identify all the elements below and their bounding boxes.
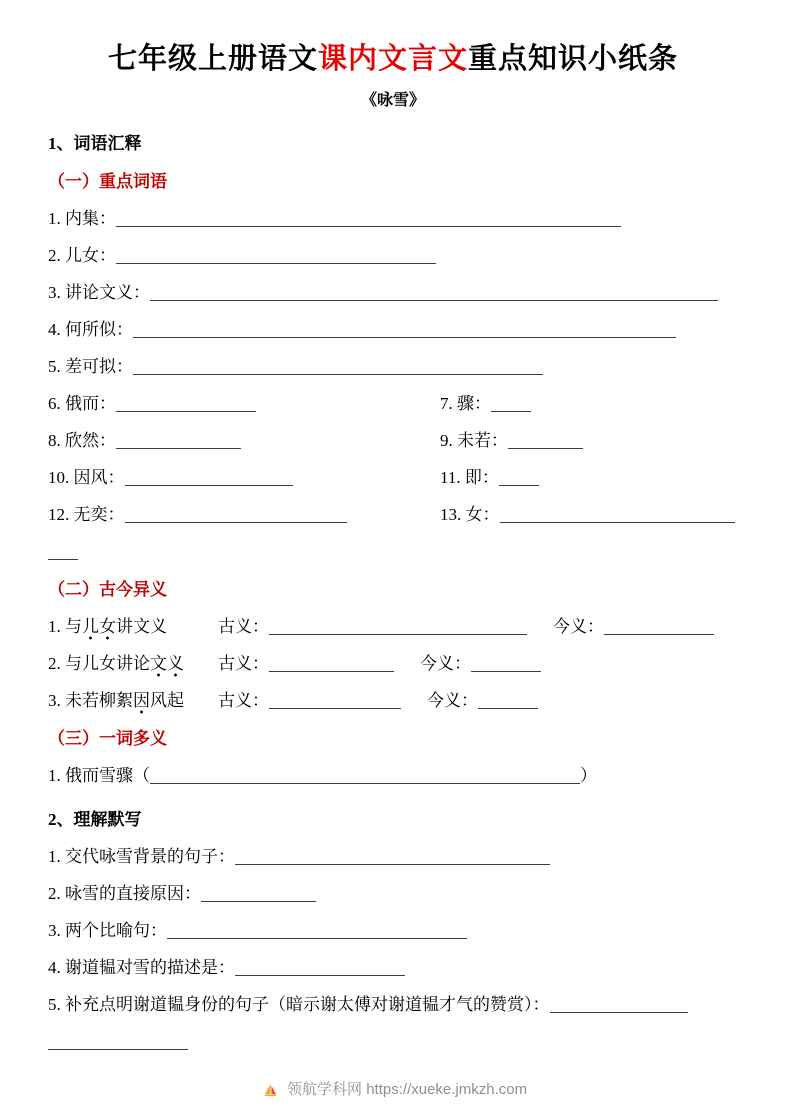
blank-line — [116, 213, 621, 227]
item-number: 3. — [48, 691, 65, 710]
blank-line — [150, 287, 718, 301]
word-item-9 — [440, 429, 738, 453]
modern-meaning-label: 今义： — [420, 654, 471, 673]
dictation-item-5 — [48, 993, 738, 1017]
blank-line — [150, 770, 580, 784]
item-label: 3. 讲论文义： — [48, 283, 150, 302]
answer-area — [218, 615, 738, 639]
word-item-pair-8-9 — [48, 429, 738, 453]
ancient-meaning-label: 古义： — [218, 654, 269, 673]
blank-line — [508, 435, 583, 449]
blank-line — [116, 398, 256, 412]
site-logo-icon — [263, 1082, 278, 1102]
polysemy-item-1 — [48, 764, 738, 788]
word-item-pair-12-13 — [48, 503, 738, 527]
dictation-item-1 — [48, 845, 738, 869]
title-suffix: 重点知识小纸条 — [468, 43, 679, 75]
blank-line — [478, 695, 538, 709]
word-item-8 — [48, 429, 440, 453]
item-label: 11. 即： — [440, 468, 499, 487]
footer — [0, 1081, 790, 1102]
item-label: 7. 骤： — [440, 394, 491, 413]
blank-line — [48, 1036, 188, 1050]
dictation-item-3 — [48, 919, 738, 943]
word-item-1 — [48, 207, 738, 231]
footer-url: https://xueke.jmkzh.com — [366, 1081, 528, 1098]
item-label: 10. 因风： — [48, 468, 125, 487]
closing-paren: ） — [580, 766, 597, 785]
blank-line — [133, 324, 676, 338]
section-keywords-heading: （一）重点词语 — [48, 172, 167, 191]
blank-line — [604, 621, 714, 635]
blank-line — [125, 472, 293, 486]
ancient-modern-item-3 — [48, 689, 738, 713]
ancient-meaning-label: 古义： — [218, 617, 269, 636]
blank-line — [201, 888, 316, 902]
blank-line — [550, 999, 688, 1013]
item-number: 1. — [48, 617, 65, 636]
item-label: 4. 何所似： — [48, 320, 133, 339]
word-item-11 — [440, 466, 738, 490]
section-ancient-modern-heading: （二）古今异义 — [48, 580, 167, 599]
phrase-label — [48, 689, 218, 713]
continuation-line-1 — [48, 540, 738, 564]
word-item-12 — [48, 503, 440, 527]
blank-line — [500, 509, 735, 523]
blank-line — [48, 546, 78, 560]
item-label: 5. 差可拟： — [48, 357, 133, 376]
word-item-7 — [440, 392, 738, 416]
word-item-10 — [48, 466, 440, 490]
word-item-pair-6-7 — [48, 392, 738, 416]
phrase-label — [48, 615, 218, 639]
section-dictation-heading: 2、理解默写 — [48, 810, 142, 829]
word-item-pair-10-11 — [48, 466, 738, 490]
ancient-modern-item-2 — [48, 652, 738, 676]
blank-line — [167, 925, 467, 939]
blank-line — [235, 962, 405, 976]
item-number: 2. — [48, 654, 65, 673]
modern-meaning-label: 今义： — [427, 691, 478, 710]
footer-site-name: 领航学科网 — [287, 1081, 363, 1098]
item-label: 2. 咏雪的直接原因： — [48, 884, 201, 903]
phrase-pre: 未若柳絮 — [65, 691, 133, 710]
item-label: 1. 俄而雪骤（ — [48, 766, 150, 785]
item-label: 5. 补充点明谢道韫身份的句子（暗示谢太傅对谢道韫才气的赞赏）： — [48, 995, 550, 1014]
word-item-4 — [48, 318, 738, 342]
word-item-13 — [440, 503, 738, 527]
dictation-item-2 — [48, 882, 738, 906]
section-polysemy-heading: （三）一词多义 — [48, 729, 167, 748]
item-label: 9. 未若： — [440, 431, 508, 450]
modern-meaning-label: 今义： — [553, 617, 604, 636]
continuation-line-2 — [48, 1030, 738, 1054]
blank-line — [269, 621, 527, 635]
blank-line — [269, 658, 394, 672]
phrase-emphasized: 文义 — [150, 654, 184, 677]
phrase-pre: 与 — [65, 617, 82, 636]
title-prefix: 七年级上册语文 — [107, 43, 318, 75]
blank-line — [133, 361, 543, 375]
item-label: 3. 两个比喻句： — [48, 921, 167, 940]
phrase-emphasized: 儿女 — [82, 617, 116, 640]
phrase-label — [48, 652, 218, 676]
ancient-modern-item-1 — [48, 615, 738, 639]
answer-area — [218, 652, 738, 676]
blank-line — [499, 472, 539, 486]
item-label: 13. 女： — [440, 505, 500, 524]
title-highlight: 课内文言文 — [317, 43, 468, 75]
word-item-2 — [48, 244, 738, 268]
blank-line — [491, 398, 531, 412]
blank-line — [269, 695, 401, 709]
page-title — [48, 40, 738, 78]
phrase-post: 风起 — [150, 691, 184, 710]
blank-line — [125, 509, 347, 523]
item-label: 6. 俄而： — [48, 394, 116, 413]
item-label: 4. 谢道韫对雪的描述是： — [48, 958, 235, 977]
item-label: 1. 内集： — [48, 209, 116, 228]
answer-area — [218, 689, 738, 713]
item-label: 1. 交代咏雪背景的句子： — [48, 847, 235, 866]
word-item-6 — [48, 392, 440, 416]
item-label: 8. 欣然： — [48, 431, 116, 450]
blank-line — [471, 658, 541, 672]
word-item-3 — [48, 281, 738, 305]
dictation-item-4 — [48, 956, 738, 980]
ancient-meaning-label: 古义： — [218, 691, 269, 710]
word-item-5 — [48, 355, 738, 379]
phrase-post: 讲文义 — [116, 617, 167, 636]
blank-line — [235, 851, 550, 865]
item-label: 12. 无奕： — [48, 505, 125, 524]
phrase-emphasized: 因 — [133, 691, 150, 714]
blank-line — [116, 435, 241, 449]
lesson-title: 《咏雪》 — [360, 92, 425, 109]
blank-line — [116, 250, 436, 264]
section-words-heading: 1、词语汇释 — [48, 134, 142, 153]
phrase-pre: 与儿女讲论 — [65, 654, 150, 673]
item-label: 2. 儿女： — [48, 246, 116, 265]
